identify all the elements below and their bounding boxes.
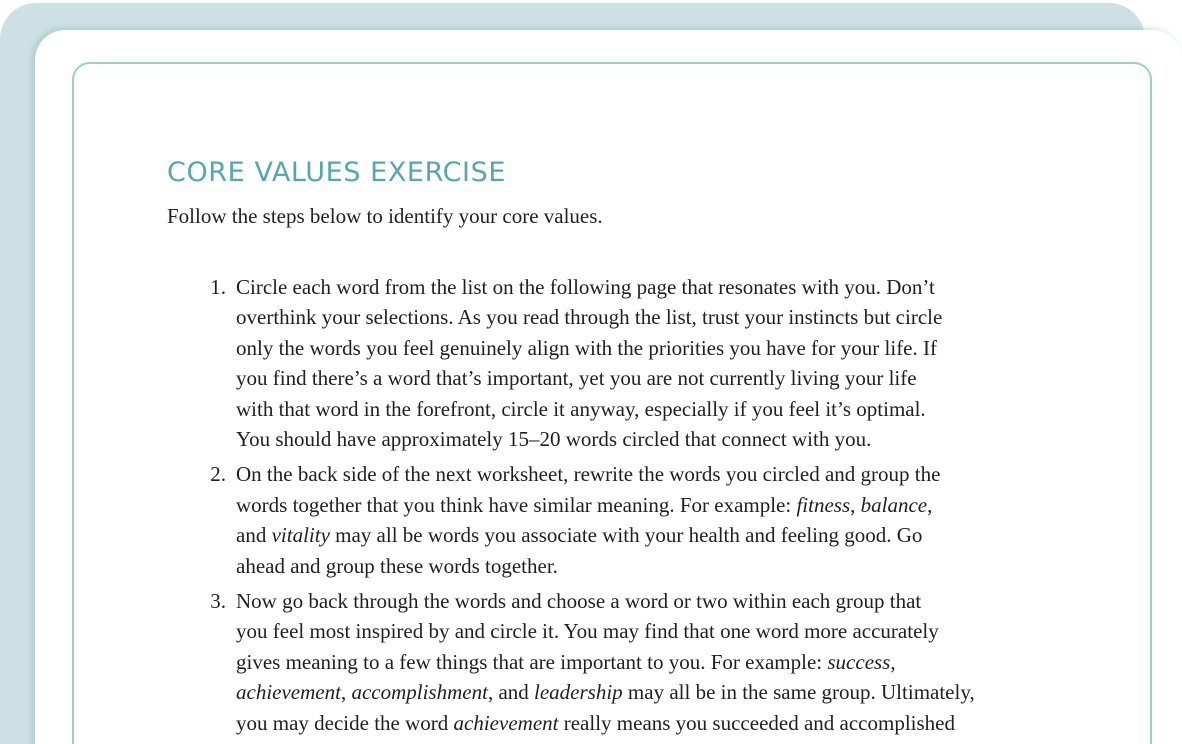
step-line: Circle each word from the list on the following page that resonates with you. Don’t xyxy=(236,275,935,299)
text-run: gives meaning to a few things that are important to you. For example: xyxy=(236,649,828,674)
text-run: may all be words you associate with your health and feeling good. Go xyxy=(329,523,923,548)
step-item xyxy=(196,272,1096,454)
italic-term: vitality xyxy=(271,523,330,548)
text-run: , xyxy=(850,492,861,517)
step-line: ahead and group these words together. xyxy=(236,553,558,578)
step-number: 3. xyxy=(210,589,226,614)
step-line xyxy=(236,490,1096,520)
step-line xyxy=(236,647,1096,677)
step-line: you find there’s a word that’s important, yet you are not currently living your life xyxy=(236,366,917,391)
step-line: only the words you feel genuinely align with the priorities you have for your life. If xyxy=(236,335,937,360)
text-run: may all be in the same group. Ultimately, xyxy=(622,680,975,705)
italic-term: achievement xyxy=(453,710,559,735)
text-run: , xyxy=(927,492,933,517)
step-line: overthink your selections. As you read through the list, trust your instincts but circle xyxy=(236,305,943,330)
text-run: , xyxy=(890,649,896,674)
italic-term: accomplishment xyxy=(351,680,488,705)
step-number: 2. xyxy=(210,462,226,487)
text-run: you may decide the word xyxy=(236,710,454,735)
text-run: and xyxy=(236,523,272,548)
intro-text: Follow the steps below to identify your core values. xyxy=(167,204,603,228)
italic-term: balance xyxy=(860,492,928,517)
step-line xyxy=(236,708,1096,738)
text-run: really means you succeeded and accomplished xyxy=(558,710,955,735)
step-item xyxy=(196,459,1096,581)
step-line xyxy=(236,520,1096,550)
step-line: Now go back through the words and choose a word or two within each group that xyxy=(236,589,922,614)
italic-term: success xyxy=(827,649,891,674)
step-line: you feel most inspired by and circle it. You may find that one word more accurately xyxy=(236,619,939,644)
italic-term: fitness xyxy=(796,492,851,517)
text-run: , xyxy=(340,680,352,705)
step-number: 1. xyxy=(210,275,226,299)
step-line: You should have approximately 15–20 words circled that connect with you. xyxy=(236,427,872,452)
step-item xyxy=(196,586,1096,738)
step-line: with that word in the forefront, circle it anyway, especially if you feel it’s optimal. xyxy=(236,396,926,421)
text-run: words together that you think have similar meaning. For example: xyxy=(236,492,797,517)
step-line: On the back side of the next worksheet, rewrite the words you circled and group the xyxy=(236,462,941,487)
text-run: , and xyxy=(487,680,535,705)
worksheet-title: CORE VALUES EXERCISE xyxy=(167,157,507,188)
italic-term: leadership xyxy=(534,680,623,705)
steps-list xyxy=(196,272,1096,743)
italic-term: achievement xyxy=(236,680,341,705)
step-line xyxy=(236,677,1096,707)
